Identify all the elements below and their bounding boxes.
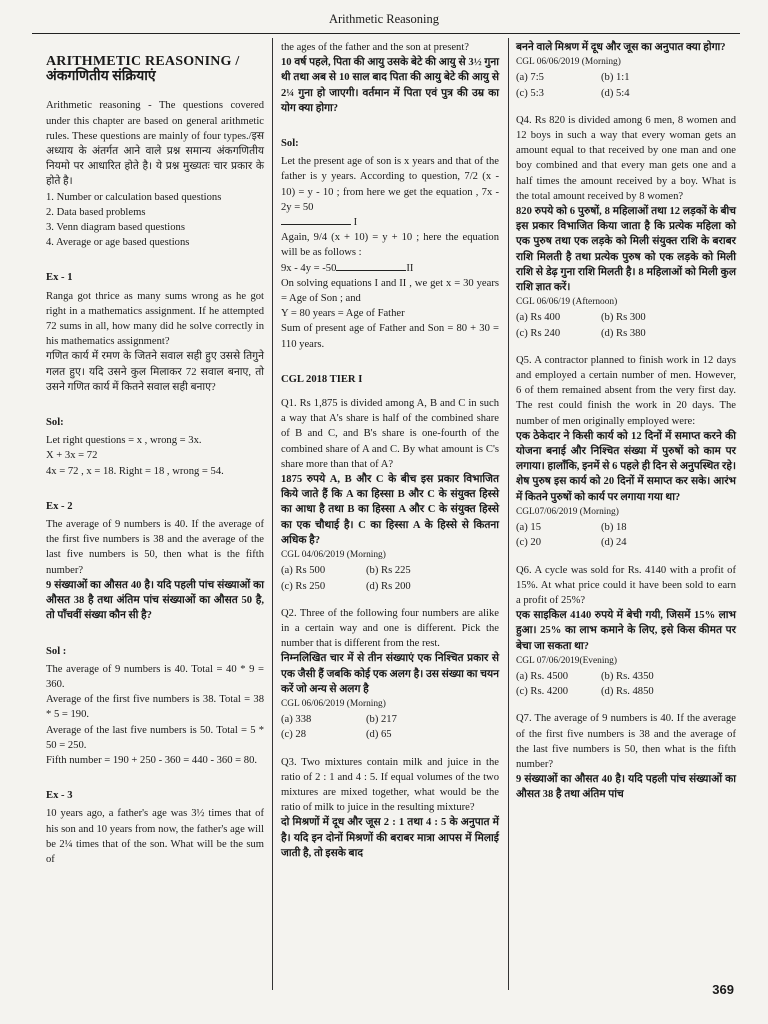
page-number: 369 [712,982,734,997]
example-1-question-hi: गणित कार्य में रमण के जितने सवाल सही हुए उससे तिगुने गलत हुए। यदि उसने कुल मिलाकर 72 सवाल बनाए, तो उसने गणित कार्य में कितने सवाल सही बनाए? [46,351,264,393]
example-3-label: Ex - 3 [46,790,73,802]
question-6-hi: एक साइकिल 4140 रुपये में बेची गयी, जिसमें 15% लाभ हुआ। 25% का लाभ कमाने के लिए, इसे किस कीमत पर बेचा जा सकता था? [516,610,736,652]
question-7-hi: 9 संख्याओं का औसत 40 है। यदि पहली पांच संख्याओं का औसत 38 है तथा अंतिम पांच [516,774,736,801]
chapter-title-en: ARITHMETIC REASONING / [46,54,240,69]
example-2-question-hi: 9 संख्याओं का औसत 40 है। यदि पहली पांच संख्याओं का औसत 38 है तथा अंतिम पांच संख्याओं का औसत 50 है, तो पाँचवीं संख्या कौन सी है? [46,579,264,622]
option: (d) Rs. 4850 [601,686,654,698]
option: (c) Rs. 4200 [516,686,569,698]
question-2-source: CGL 06/06/2019 (Morning) [281,698,386,709]
option: (d) Rs 200 [366,580,411,592]
option: (c) 5:3 [516,87,544,99]
solution-2-line: The average of 9 numbers is 40. Total = 40 * 9 = 360. [46,663,264,690]
question-2-options [281,712,499,742]
list-item: 3. Venn diagram based questions [46,222,185,234]
question-5-en: Q5. A contractor planned to finish work in 12 days and employed a certain number of men. However, 6 of them remained absent from the very first day. The rest could finish the work in 20 days. The number of men originally employed were: [516,354,736,427]
solution-1-label: Sol: [46,417,64,429]
question-4-source: CGL 06/06/19 (Afternoon) [516,297,618,308]
option: (c) Rs 240 [516,327,561,339]
option: (a) 7:5 [516,72,544,84]
column-3 [516,40,736,803]
question-2-hi: निम्नलिखित चार में से तीन संख्याएं एक निश्चित प्रकार से एक जैसी हैं जबकि कोई एक अलग है। उस संख्या का चयन करें जो अन्य से अलग है [281,653,499,695]
solution-1-line: 4x = 72 , x = 18. Right = 18 , wrong = 54. [46,465,224,477]
chapter-title-hi: अंकगणितीय संक्रियाएं [46,69,156,85]
equation-2: 9x - 4y = -50 [281,262,337,274]
solution-3-text: On solving equations I and II , we get x = 30 years = Age of Son ; and [281,277,499,305]
equation-1-tag: I [353,217,358,229]
question-3-source: CGL 06/06/2019 (Morning) [516,57,621,68]
question-4-en: Q4. Rs 820 is divided among 6 men, 8 women and 12 boys in such a way that every woman gets an amount equal to that received by one man and one boy combined and that every man gets one and a half times the amount received by a boy. What is the total amount received by 8 women? [516,114,736,202]
question-1-options [281,563,499,593]
list-item: 4. Average or age based questions [46,237,190,249]
solution-3-text: Sum of present age of Father and Son = 80 + 30 = 110 years. [281,323,499,350]
question-5-options [516,520,736,550]
option: (d) Rs 380 [601,327,646,339]
question-5-source: CGL07/06/2019 (Morning) [516,506,619,517]
solution-1-line: X + 3x = 72 [46,450,98,462]
solution-3-label: Sol: [281,138,299,150]
column-divider-1 [272,38,273,990]
option: (a) Rs. 4500 [516,670,569,682]
solution-1-line: Let right questions = x , wrong = 3x. [46,435,202,447]
question-3-hi: दो मिश्रणों में दूध और जूस 2 : 1 तथा 4 : 5 के अनुपात में है। यदि इन दोनों मिश्रणों की बराबर मात्रा आपस में मिलाई जाती है, तो इसके बाद [281,817,499,859]
option: (a) 15 [516,522,541,534]
running-title: Arithmetic Reasoning [328,12,440,26]
question-types-list [46,190,264,251]
column-1 [46,40,264,867]
equation-2-line [281,261,499,276]
question-3-options [516,70,736,100]
question-5-hi: एक ठेकेदार ने किसी कार्य को 12 दिनों में समाप्त करने की योजना बनाई और निश्चित संख्या में पुरुषों को काम पर लगाया। हालाँकि, इनमें से 6 पहले ही दिन से अनुपस्थित रहे। शेष पुरुष इस कार्य को 20 दिनों में समाप्त कर सके। आरंभ में कितने पुरुषों को कार्य पर लगाया गया था? [516,430,736,503]
equation-1-line [281,215,499,230]
equation-2-tag: II [406,262,414,274]
solution-2-label: Sol : [46,645,67,657]
solution-3-text: Let the present age of son is x years and that of the father is y years. According to question, 7/2 (x - 10) = y - 10 ; from here we get the equation , 7x - 2y = 50 [281,156,499,213]
column-2 [281,40,499,861]
option: (b) 1:1 [601,72,630,84]
intro-paragraph: Arithmetic reasoning - The questions covered under this chapter are based on general arithmetic rules. These questions are mainly of four types./इस अध्याय के अंतर्गत आने वाले प्रश्न समान्य अंकगणितीय नियमो पर आधारित होते है। ये प्रश्न मुख्यतः चार प्रकार के होते है। [46,100,264,188]
question-1-source: CGL 04/06/2019 (Morning) [281,550,386,561]
example-1-label: Ex - 1 [46,272,73,284]
question-1-en: Q1. Rs 1,875 is divided among A, B and C in such a way that A's share is half of the combined share of B and C, and B's share is one-fourth of the combined share of A and C. By what amount is C's share more than that of A? [281,398,499,470]
example-2-label: Ex - 2 [46,500,73,512]
header-rule [32,33,740,34]
option: (a) Rs 500 [281,565,326,577]
option: (d) 5:4 [601,87,630,99]
example-2-question-en: The average of 9 numbers is 40. If the average of the first five numbers is 38 and the average of the last five numbers is 50, then what is the fifth number? [46,519,264,576]
question-2-en: Q2. Three of the following four numbers are alike in a certain way and one is different. Pick the number that is different from the rest. [281,607,499,650]
question-4-options [516,310,736,340]
solution-2-line: Average of the last five numbers is 50. Total = 5 * 50 = 250. [46,724,264,751]
example-3-question-en: 10 years ago, a father's age was 3½ times that of his son and 10 years from now, the father's age will be 2¼ times that of the son. What will be the sum of [46,808,264,865]
example-3-question-hi: 10 वर्ष पहले, पिता की आयु उसके बेटे की आयु से 3½ गुना थी तथा अब से 10 साल बाद पिता की आयु बेटे की आयु से 2¼ गुना हो जाएगी। वर्तमान में पिता एवं पुत्र की उम्र का योग क्या होगा? [281,57,499,114]
option: (b) Rs. 4350 [601,670,654,682]
option: (a) Rs 400 [516,312,561,324]
solution-3-text: Y = 80 years = Age of Father [281,308,405,320]
question-3-hi-cont: बनने वाले मिश्रण में दूध और जूस का अनुपात क्या होगा? [516,42,726,53]
option: (c) 20 [516,537,541,549]
question-3-en: Q3. Two mixtures contain milk and juice in the ratio of 2 : 1 and 4 : 5. If equal volumes of the two mixtures are mixed together, what would be the ratio of milk to juice in the resulting mixture? [281,756,499,814]
option: (c) 28 [281,729,306,741]
solution-2-line: Fifth number = 190 + 250 - 360 = 440 - 360 = 80. [46,754,258,766]
option: (b) Rs 300 [601,312,646,324]
solution-3-text: Again, 9/4 (x + 10) = y + 10 ; here the equation will be as follows : [281,232,499,259]
option: (c) Rs 250 [281,580,326,592]
question-7-en: Q7. The average of 9 numbers is 40. If the average of the first five numbers is 38 and the average of the last five numbers is 50, then what is the fifth number? [516,713,736,770]
option: (b) Rs 225 [366,565,411,577]
solution-2-line: Average of the first five numbers is 38. Total = 38 * 5 = 190. [46,694,264,721]
option: (d) 65 [366,729,392,741]
equation-blank [336,261,406,271]
list-item: 1. Number or calculation based questions [46,191,222,203]
question-1-hi: 1875 रुपये A, B और C के बीच इस प्रकार विभाजित किये जाते हैं कि A का हिस्सा B और C के संयुक्त हिस्से का आधा है तथा B का हिस्सा A और C के संयुक्त हिस्से का एक चौथाई है। C का हिस्सा A के हिस्से से कितना अधिक है? [281,474,499,546]
question-6-en: Q6. A cycle was sold for Rs. 4140 with a profit of 15%. At what price could it have been sold to earn a profit of 25%? [516,564,736,606]
option: (a) 338 [281,714,312,726]
question-4-hi: 820 रुपये को 6 पुरुषों, 8 महिलाओं तथा 12 लड़कों के बीच इस प्रकार विभाजित किया जाता है कि प्रत्येक महिला को एक पुरुष तथा एक लड़के को मिली संयुक्त राशि के बराबर राशि मिलती है तथा प्रत्येक पुरुष को एक लड़के को मिली राशि से डेढ़ गुना राशि मिलती है। 8 महिलाओं को मिली कुल राशि ज्ञात करें। [516,206,736,294]
question-6-options [516,669,736,699]
example-3-question-cont: the ages of the father and the son at present? [281,42,469,53]
section-heading: CGL 2018 TIER I [281,373,363,385]
option: (d) 24 [601,537,627,549]
question-6-source: CGL 07/06/2019(Evening) [516,655,617,666]
example-1-question-en: Ranga got thrice as many sums wrong as he got right in a mathematics assignment. If he attempted 72 sums in all, how many did he solve correctly in his mathematics assignment? [46,290,264,348]
option: (b) 18 [601,522,627,534]
column-divider-2 [508,38,509,990]
equation-blank [281,215,351,225]
option: (b) 217 [366,714,397,726]
list-item: 2. Data based problems [46,206,146,218]
